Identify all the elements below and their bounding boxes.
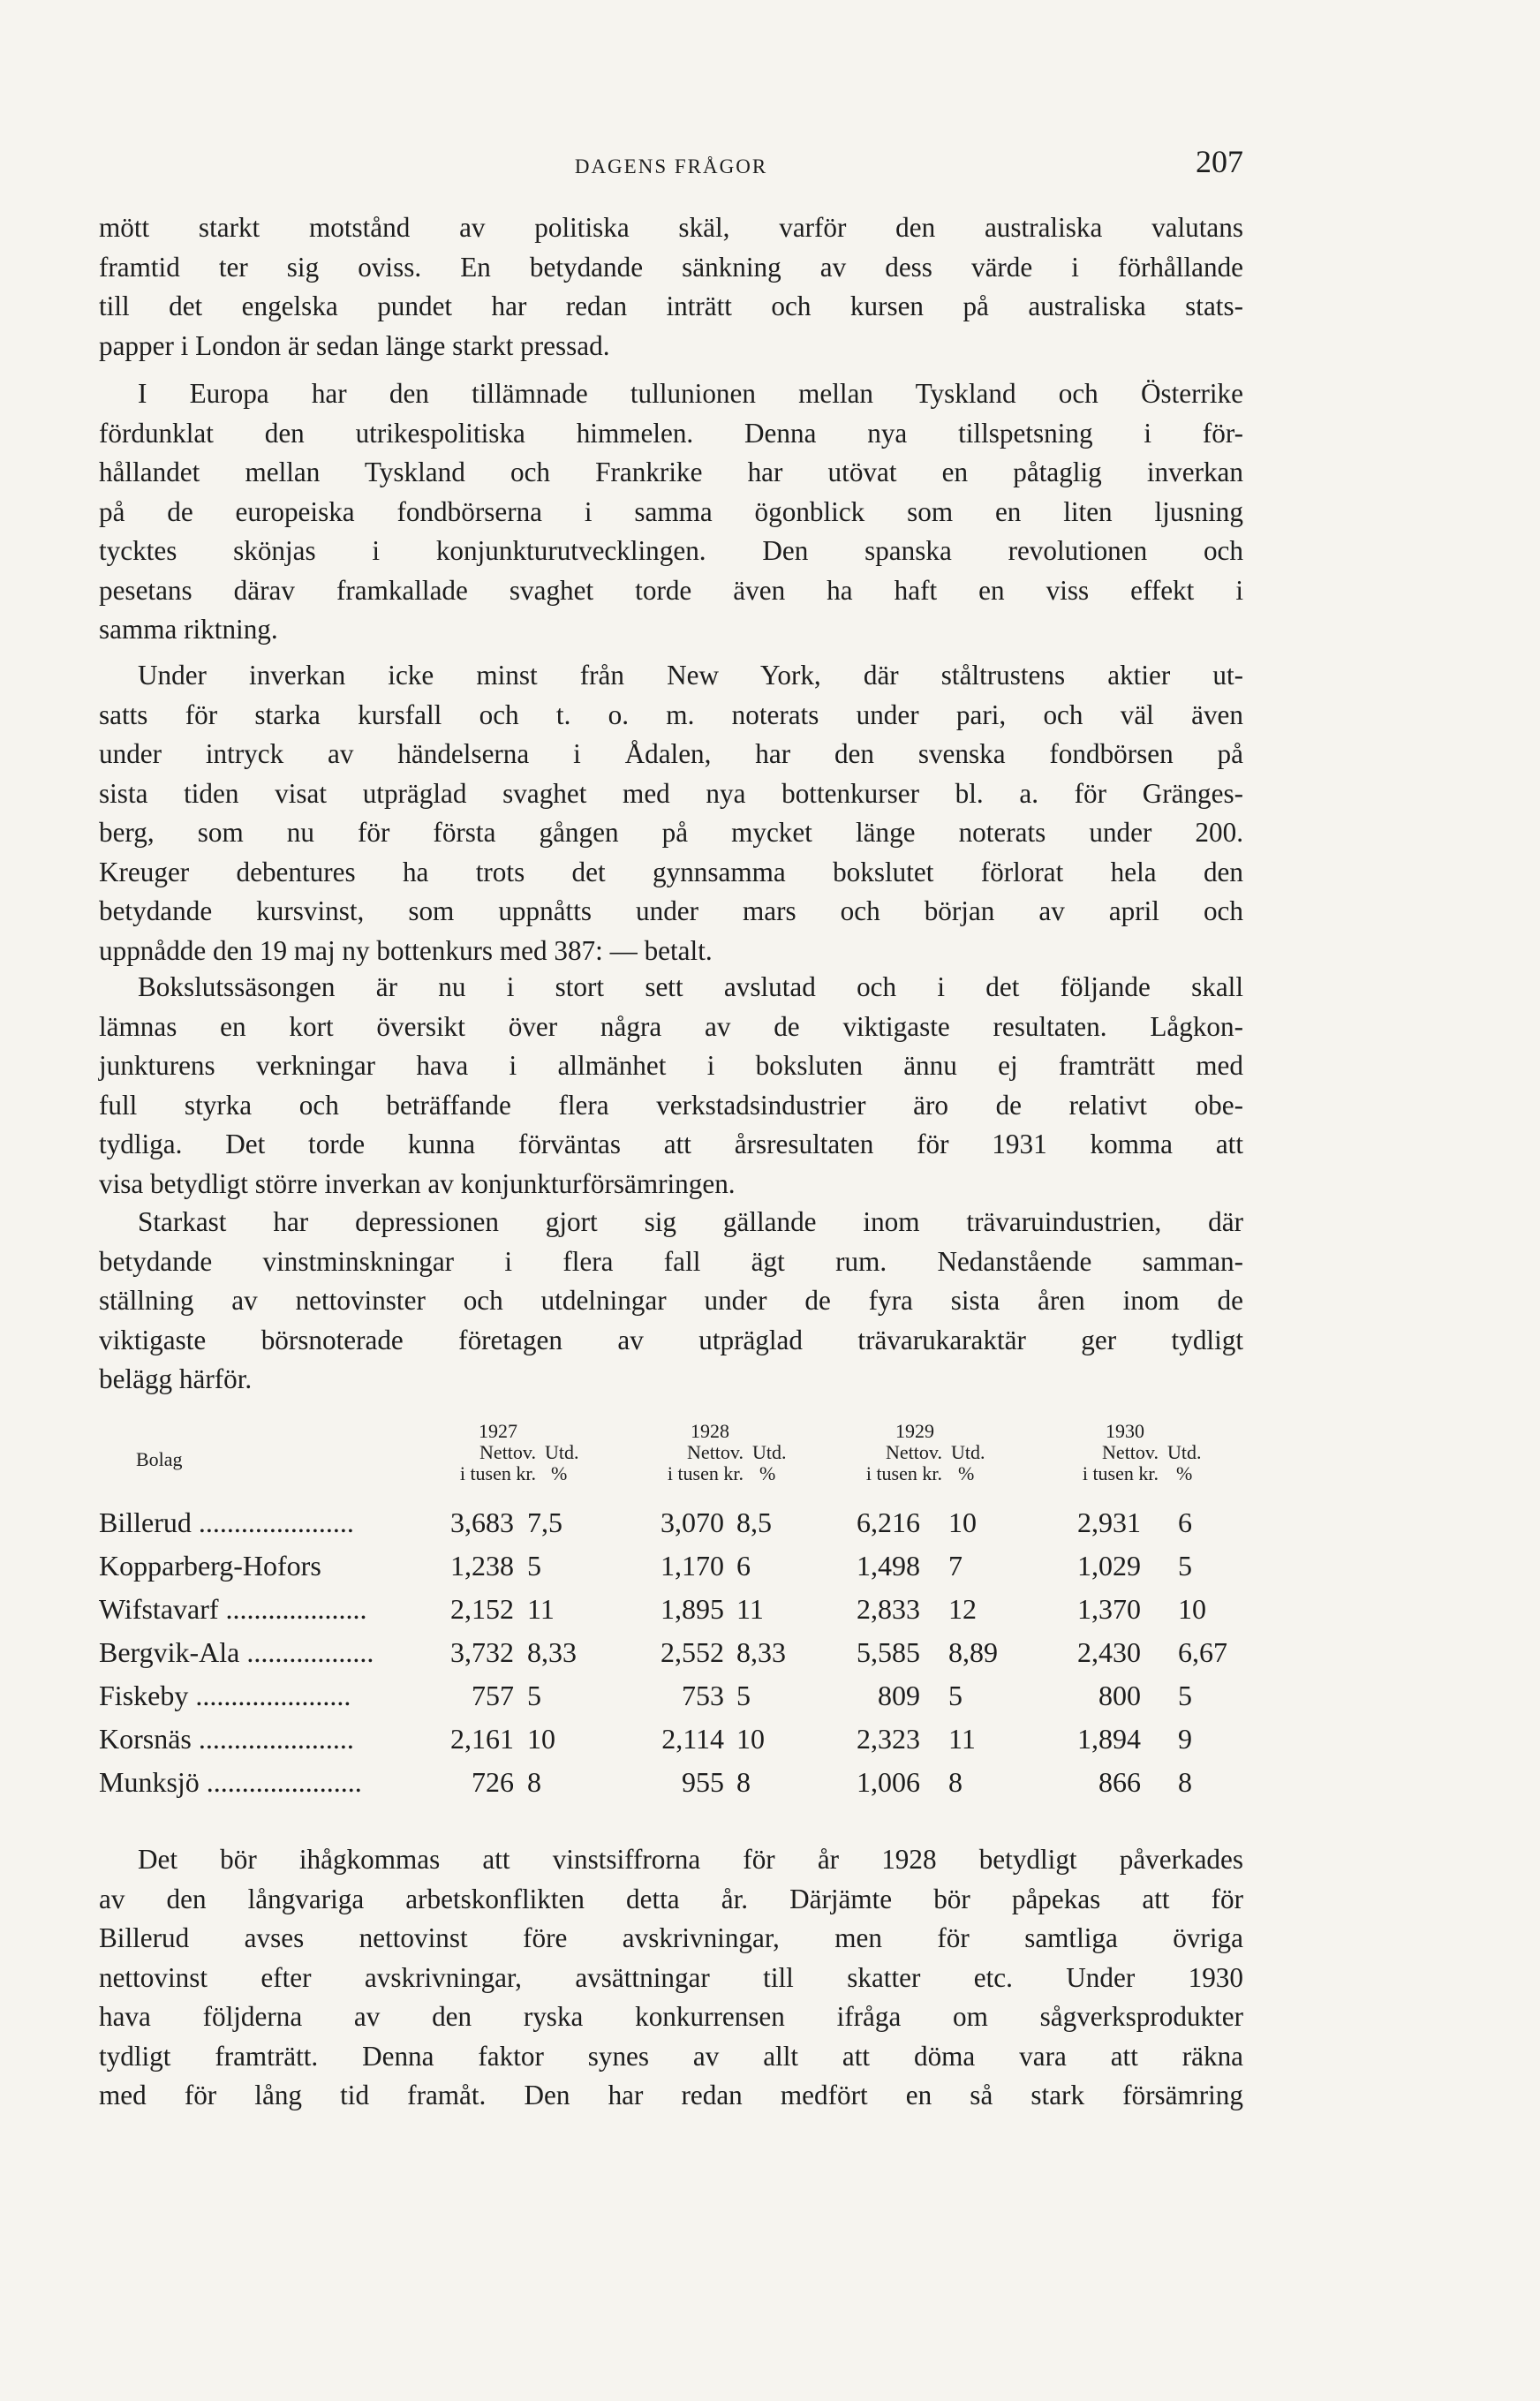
text-line: Billerud avses nettovinst före avskrivningar, men för samtliga övriga bbox=[99, 1922, 1243, 1953]
div-1930: 6 bbox=[1178, 1506, 1192, 1538]
net-1927: 2,161 bbox=[450, 1723, 514, 1755]
text-line: med för lång tid framåt. Den har redan medfört en så stark försämring bbox=[99, 2080, 1243, 2110]
net-1929: 2,833 bbox=[857, 1593, 920, 1625]
paragraph-5 bbox=[99, 1203, 1243, 1400]
div-1928: 10 bbox=[736, 1723, 765, 1755]
text-line: uppnådde den 19 maj ny bottenkurs med 387: — betalt. bbox=[99, 934, 713, 966]
dividend-header: Utd. bbox=[1167, 1441, 1202, 1463]
text-line: hållandet mellan Tyskland och Frankrike har utövat en påtaglig inverkan bbox=[99, 457, 1243, 487]
div-1927: 5 bbox=[527, 1680, 541, 1711]
company-name: Fiskeby ...................... bbox=[99, 1680, 351, 1711]
div-1930: 9 bbox=[1178, 1723, 1192, 1755]
net-1930: 2,430 bbox=[1077, 1636, 1141, 1668]
text-line: tydliga. Det torde kunna förväntas att årsresultaten för 1931 komma att bbox=[99, 1129, 1243, 1159]
net-header: Nettov. bbox=[687, 1441, 744, 1463]
dividend-unit-header: % bbox=[759, 1462, 776, 1484]
table-row bbox=[99, 1766, 1247, 1810]
text-line: visa betydligt större inverkan av konjunkturförsämringen. bbox=[99, 1167, 736, 1199]
net-1927: 3,683 bbox=[450, 1506, 514, 1538]
net-1928: 3,070 bbox=[661, 1506, 724, 1538]
table-row bbox=[99, 1680, 1247, 1724]
table-row bbox=[99, 1593, 1247, 1637]
text-line: viktigaste börsnoterade företagen av utpräglad trävarukaraktär ger tydligt bbox=[99, 1324, 1243, 1355]
net-1929: 5,585 bbox=[857, 1636, 920, 1668]
net-1929: 6,216 bbox=[857, 1506, 920, 1538]
text-line: Bokslutssäsongen är nu i stort sett avslutad och i det följande skall bbox=[138, 971, 1243, 1002]
div-1929: 5 bbox=[948, 1680, 962, 1711]
net-1928: 753 bbox=[682, 1680, 724, 1711]
div-1927: 10 bbox=[527, 1723, 555, 1755]
net-1930: 1,894 bbox=[1077, 1723, 1141, 1755]
div-1929: 11 bbox=[948, 1723, 976, 1755]
net-1929: 1,498 bbox=[857, 1550, 920, 1582]
dividend-header: Utd. bbox=[951, 1441, 985, 1463]
net-1927: 3,732 bbox=[450, 1636, 514, 1668]
div-1928: 5 bbox=[736, 1680, 751, 1711]
div-1927: 8 bbox=[527, 1766, 541, 1798]
net-header: Nettov. bbox=[886, 1441, 942, 1463]
table-header bbox=[99, 1413, 1247, 1501]
text-line: betydande vinstminskningar i flera fall ägt rum. Nedanstående samman- bbox=[99, 1245, 1243, 1277]
text-line: tycktes skönjas i konjunkturutvecklingen. Den spanska revolutionen och bbox=[99, 535, 1243, 566]
div-1930: 6,67 bbox=[1178, 1636, 1227, 1668]
net-unit-header: i tusen kr. bbox=[865, 1462, 942, 1484]
dividend-unit-header: % bbox=[1176, 1462, 1193, 1484]
year-header-1927: 1927 bbox=[479, 1420, 517, 1442]
table-row bbox=[99, 1723, 1247, 1767]
text-line: tydligt framträtt. Denna faktor synes av allt att döma vara att räkna bbox=[99, 2040, 1243, 2072]
net-1927: 1,238 bbox=[450, 1550, 514, 1582]
text-line: Kreuger debentures ha trots det gynnsamma bokslutet förlorat hela den bbox=[99, 856, 1243, 887]
div-1929: 12 bbox=[948, 1593, 977, 1625]
company-column-header: Bolag bbox=[136, 1448, 183, 1470]
div-1929: 8,89 bbox=[948, 1636, 998, 1668]
page-header bbox=[99, 144, 1243, 184]
net-1927: 726 bbox=[472, 1766, 514, 1798]
table-row bbox=[99, 1550, 1247, 1594]
text-line: satts för starka kursfall och t. o. m. noterats under pari, och väl även bbox=[99, 698, 1243, 730]
paragraph-4 bbox=[99, 968, 1243, 1204]
text-line: mött starkt motstånd av politiska skäl, varför den australiska valutans bbox=[99, 212, 1243, 243]
net-1928: 1,170 bbox=[661, 1550, 724, 1582]
div-1927: 7,5 bbox=[527, 1506, 562, 1538]
net-1930: 1,370 bbox=[1077, 1593, 1141, 1625]
text-line: sista tiden visat utpräglad svaghet med nya bottenkurser bl. a. för Gränges- bbox=[99, 777, 1243, 809]
div-1928: 8,5 bbox=[736, 1506, 772, 1538]
div-1928: 6 bbox=[736, 1550, 751, 1582]
div-1930: 8 bbox=[1178, 1766, 1192, 1798]
company-name: Munksjö ...................... bbox=[99, 1766, 362, 1798]
text-line: pesetans därav framkallade svaghet torde även ha haft en viss effekt i bbox=[99, 574, 1243, 606]
net-1929: 2,323 bbox=[857, 1723, 920, 1755]
div-1928: 11 bbox=[736, 1593, 764, 1625]
net-1929: 1,006 bbox=[857, 1766, 920, 1798]
year-header-1928: 1928 bbox=[691, 1420, 729, 1442]
net-1930: 800 bbox=[1098, 1680, 1141, 1711]
net-1928: 2,552 bbox=[661, 1636, 724, 1668]
net-1928: 2,114 bbox=[661, 1723, 724, 1755]
text-line: belägg härför. bbox=[99, 1363, 253, 1394]
text-line: lämnas en kort översikt över några av de viktigaste resultaten. Lågkon- bbox=[99, 1010, 1243, 1042]
div-1927: 5 bbox=[527, 1550, 541, 1582]
company-name: Wifstavarf .................... bbox=[99, 1593, 367, 1625]
year-header-1929: 1929 bbox=[895, 1420, 934, 1442]
dividend-unit-header: % bbox=[958, 1462, 975, 1484]
text-line: I Europa har den tillämnade tullunionen mellan Tyskland och Österrike bbox=[138, 378, 1243, 409]
company-name: Bergvik-Ala .................. bbox=[99, 1636, 374, 1668]
text-line: under intryck av händelserna i Ådalen, har den svenska fondbörsen på bbox=[99, 738, 1243, 769]
text-line: Det bör ihågkommas att vinstsiffrorna för år 1928 betydligt påverkades bbox=[138, 1844, 1243, 1875]
text-line: fördunklat den utrikespolitiska himmelen. Denna nya tillspetsning i för- bbox=[99, 417, 1243, 449]
div-1928: 8 bbox=[736, 1766, 751, 1798]
net-header: Nettov. bbox=[479, 1441, 536, 1463]
text-line: till det engelska pundet har redan inträtt och kursen på australiska stats- bbox=[99, 291, 1243, 321]
div-1930: 5 bbox=[1178, 1550, 1192, 1582]
company-name: Kopparberg-Hofors bbox=[99, 1550, 321, 1582]
year-header-1930: 1930 bbox=[1106, 1420, 1144, 1442]
paragraph-6 bbox=[99, 1840, 1243, 2116]
div-1927: 11 bbox=[527, 1593, 555, 1625]
net-1930: 1,029 bbox=[1077, 1550, 1141, 1582]
text-line: framtid ter sig oviss. En betydande sänkning av dess värde i förhållande bbox=[99, 251, 1243, 283]
text-line: papper i London är sedan länge starkt pressad. bbox=[99, 329, 610, 361]
text-line: full styrka och beträffande flera verkstadsindustrier äro de relativt obe- bbox=[99, 1089, 1243, 1121]
dividend-header: Utd. bbox=[752, 1441, 787, 1463]
dividend-unit-header: % bbox=[551, 1462, 568, 1484]
div-1928: 8,33 bbox=[736, 1636, 786, 1668]
div-1927: 8,33 bbox=[527, 1636, 577, 1668]
div-1929: 7 bbox=[948, 1550, 962, 1582]
net-header: Nettov. bbox=[1102, 1441, 1159, 1463]
paragraph-3 bbox=[99, 656, 1243, 970]
text-line: nettovinst efter avskrivningar, avsättningar till skatter etc. Under 1930 bbox=[99, 1961, 1243, 1993]
table-row bbox=[99, 1506, 1247, 1551]
running-title: DAGENS FRÅGOR bbox=[574, 155, 768, 177]
net-1927: 2,152 bbox=[450, 1593, 514, 1625]
net-1929: 809 bbox=[878, 1680, 920, 1711]
paragraph-1 bbox=[99, 208, 1243, 366]
paragraph-2 bbox=[99, 374, 1243, 650]
net-unit-header: i tusen kr. bbox=[459, 1462, 536, 1484]
text-line: Under inverkan icke minst från New York, där ståltrustens aktier ut- bbox=[138, 660, 1243, 691]
net-1928: 1,895 bbox=[661, 1593, 724, 1625]
div-1930: 10 bbox=[1178, 1593, 1206, 1625]
dividend-header: Utd. bbox=[545, 1441, 579, 1463]
net-unit-header: i tusen kr. bbox=[667, 1462, 744, 1484]
text-line: samma riktning. bbox=[99, 614, 278, 645]
text-line: ställning av nettovinster och utdelningar under de fyra sista åren inom de bbox=[99, 1285, 1243, 1316]
net-1927: 757 bbox=[472, 1680, 514, 1711]
company-name: Korsnäs ...................... bbox=[99, 1723, 354, 1755]
page-number: 207 bbox=[1196, 144, 1243, 179]
text-line: berg, som nu för första gången på mycket länge noterats under 200. bbox=[99, 817, 1243, 848]
div-1929: 10 bbox=[948, 1506, 977, 1538]
div-1930: 5 bbox=[1178, 1680, 1192, 1711]
div-1929: 8 bbox=[948, 1766, 962, 1798]
text-line: Starkast har depressionen gjort sig gällande inom trävaruindustrien, där bbox=[138, 1206, 1243, 1237]
text-line: junkturens verkningar hava i allmänhet i boksluten ännu ej framträtt med bbox=[99, 1050, 1243, 1081]
net-unit-header: i tusen kr. bbox=[1082, 1462, 1159, 1484]
net-1928: 955 bbox=[682, 1766, 724, 1798]
company-name: Billerud ...................... bbox=[99, 1506, 354, 1538]
net-1930: 2,931 bbox=[1077, 1506, 1141, 1538]
text-line: på de europeiska fondbörserna i samma ögonblick som en liten ljusning bbox=[99, 495, 1243, 527]
net-1930: 866 bbox=[1098, 1766, 1141, 1798]
text-line: hava följderna av den ryska konkurrensen ifråga om sågverksprodukter bbox=[99, 2001, 1243, 2032]
text-line: av den långvariga arbetskonflikten detta år. Därjämte bör påpekas att för bbox=[99, 1883, 1243, 1914]
text-line: betydande kursvinst, som uppnåtts under mars och början av april och bbox=[99, 895, 1243, 926]
table-row bbox=[99, 1636, 1247, 1680]
